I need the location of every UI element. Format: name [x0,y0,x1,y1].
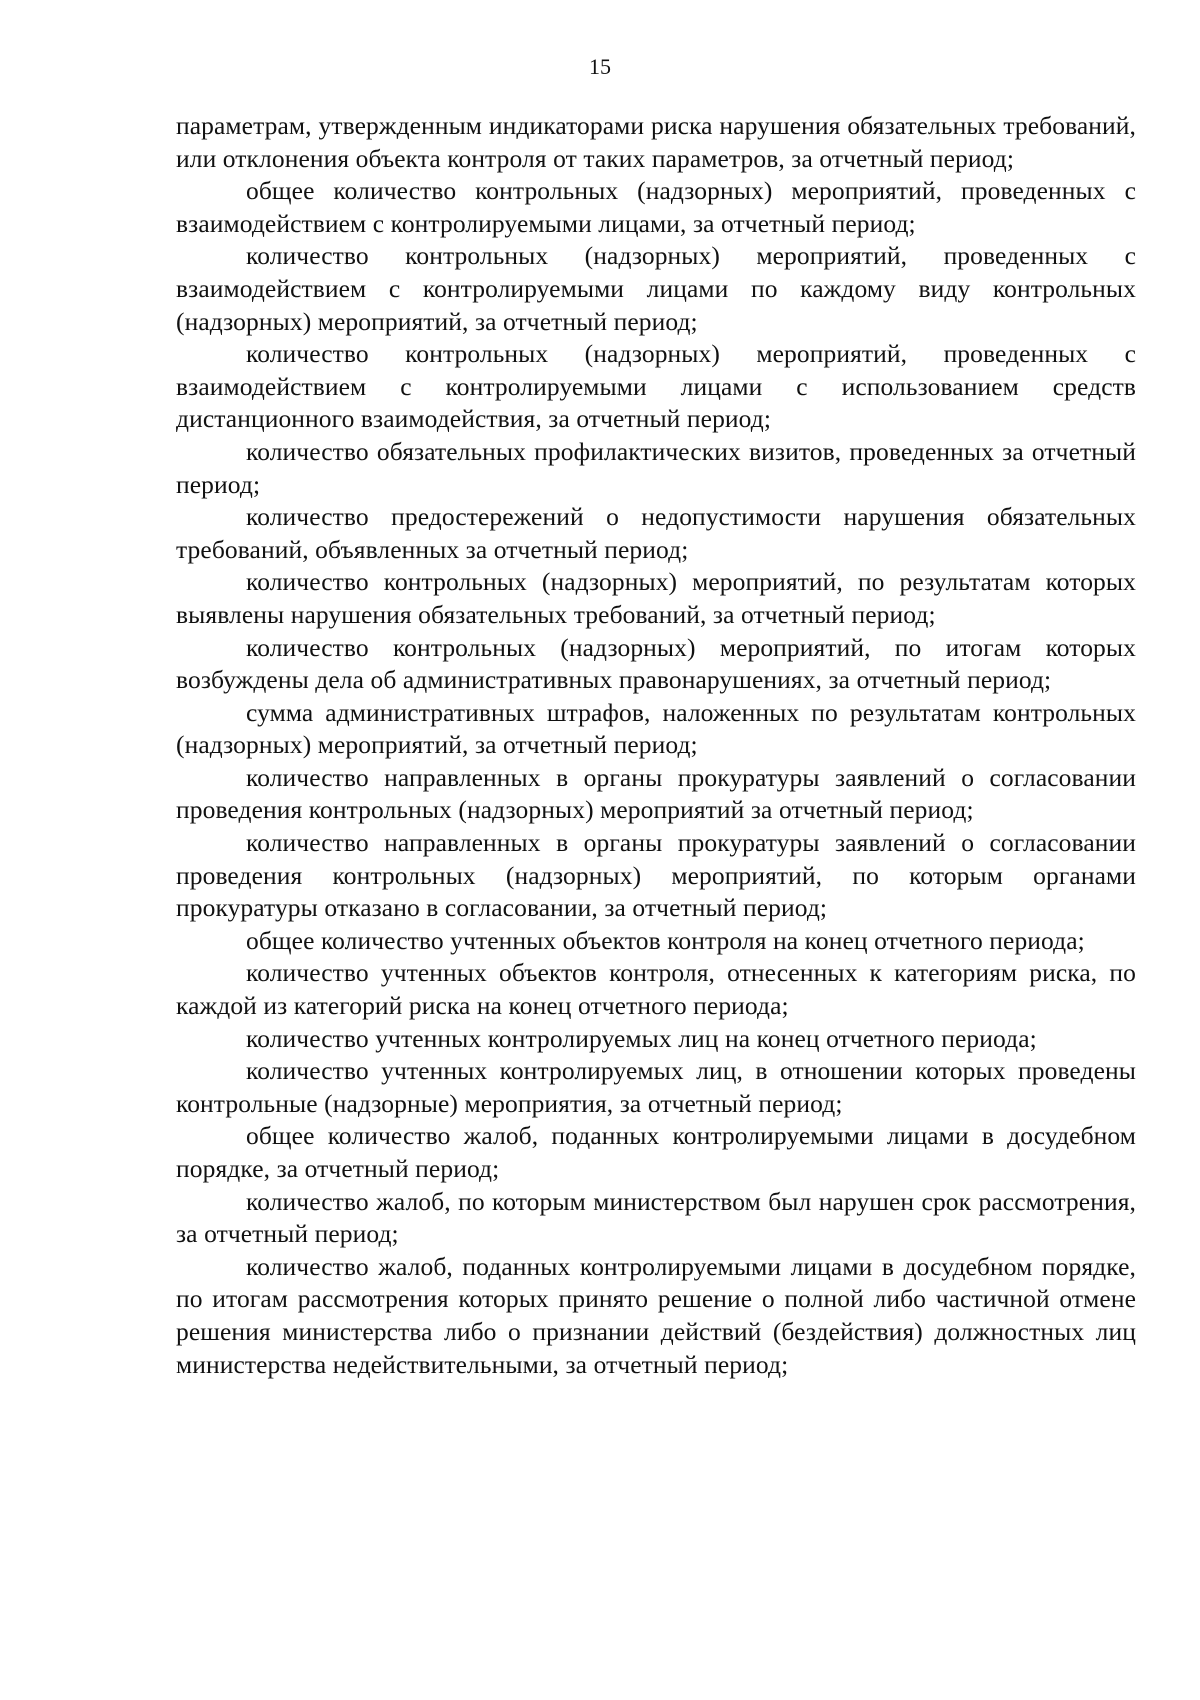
paragraph: количество предостережений о недопустимости нарушения обязательных требований, объявленных за отчетный период; [176,502,1136,564]
paragraph: общее количество жалоб, поданных контролируемыми лицами в досудебном порядке, за отчетный период; [176,1121,1136,1183]
paragraph: количество контрольных (надзорных) мероприятий, по результатам которых выявлены нарушения обязательных требований, за отчетный период; [176,567,1136,629]
document-body [176,110,1136,1381]
paragraph: количество учтенных контролируемых лиц на конец отчетного периода; [246,1023,1037,1053]
paragraph: количество направленных в органы прокуратуры заявлений о согласовании проведения контрольных (надзорных) мероприятий, по которым органами прокуратуры отказано в согласовании, за отчетный период; [176,828,1136,923]
paragraph: общее количество учтенных объектов контроля на конец отчетного периода; [246,925,1085,955]
paragraph: количество жалоб, поданных контролируемыми лицами в досудебном порядке, по итогам рассмотрения которых принято решение о полной либо частичной отмене решения министерства либо о признании действий (бездействия) должностных лиц министерства недействительными, за отчетный период; [176,1251,1136,1379]
paragraph: количество жалоб, по которым министерством был нарушен срок рассмотрения, за отчетный период; [176,1186,1136,1249]
paragraph: количество контрольных (надзорных) мероприятий, по итогам которых возбуждены дела об административных правонарушениях, за отчетный период; [176,632,1136,695]
paragraph: количество учтенных объектов контроля, отнесенных к категориям риска, по каждой из категорий риска на конец отчетного периода; [176,958,1136,1021]
paragraph: количество обязательных профилактических визитов, проведенных за отчетный период; [176,436,1136,499]
paragraph: количество контрольных (надзорных) мероприятий, проведенных с взаимодействием с контролируемыми лицами с использованием средств дистанционного взаимодействия, за отчетный период; [176,339,1136,434]
paragraph: количество учтенных контролируемых лиц, в отношении которых проведены контрольные (надзорные) мероприятия, за отчетный период; [176,1056,1136,1118]
page-number: 15 [589,54,611,79]
paragraph: сумма административных штрафов, наложенных по результатам контрольных (надзорных) мероприятий, за отчетный период; [176,697,1136,760]
paragraph: количество контрольных (надзорных) мероприятий, проведенных с взаимодействием с контролируемыми лицами по каждому виду контрольных (надзорных) мероприятий, за отчетный период; [176,241,1136,336]
paragraph: количество направленных в органы прокуратуры заявлений о согласовании проведения контрольных (надзорных) мероприятий за отчетный период; [176,762,1136,825]
paragraph: общее количество контрольных (надзорных) мероприятий, проведенных с взаимодействием с контролируемыми лицами, за отчетный период; [176,176,1136,238]
paragraph: параметрам, утвержденным индикаторами риска нарушения обязательных требований, или отклонения объекта контроля от таких параметров, за отчетный период; [176,111,1136,173]
